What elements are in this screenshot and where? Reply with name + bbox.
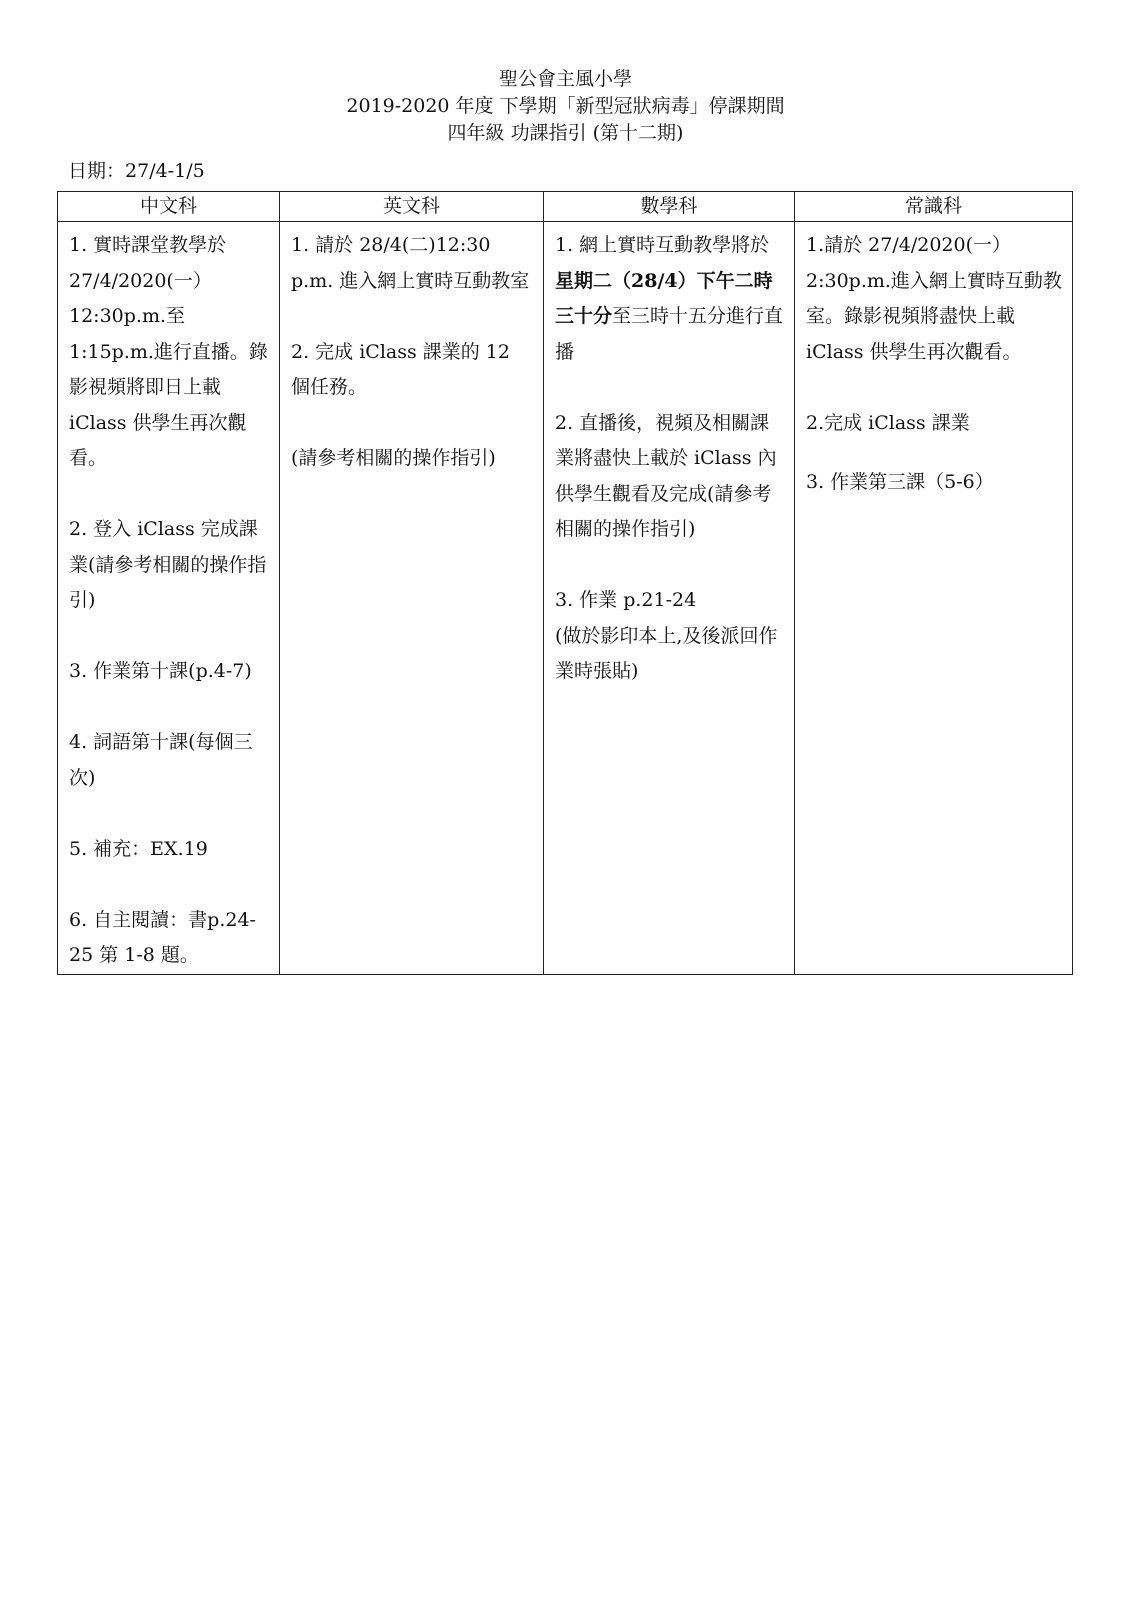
english-cell (280, 222, 544, 975)
chinese-item-1: 1. 實時課堂教學於27/4/2020(一）12:30p.m.至 1:15p.m.進行直播。錄影視頻將即日上載 iClass 供學生再次觀看。 (69, 234, 268, 469)
english-item-1: 1. 請於 28/4(二)12:30 p.m. 進入網上實時互動教室 (291, 234, 530, 292)
column-header-english: 英文科 (280, 192, 544, 222)
english-item-2: 2. 完成 iClass 課業的 12 個任務。 (291, 340, 510, 398)
math-cell (544, 222, 795, 975)
math-item-1-end: 至三時十五分進行直播 (555, 305, 784, 363)
chinese-item-4: 4. 詞語第十課(每個三次) (69, 731, 253, 789)
date-line (68, 158, 205, 184)
column-header-math: 數學科 (544, 192, 795, 222)
chinese-cell (58, 222, 280, 975)
math-item-1 (555, 228, 786, 370)
document-heading (0, 66, 1131, 147)
math-item-1-schedule: 星期二（28/4）下午二時三十分 (555, 269, 773, 327)
school-name: 聖公會主風小學 (498, 68, 632, 90)
general-item-2: 2.完成 iClass 課業 (806, 411, 970, 434)
table-header-row (58, 192, 1073, 222)
term-title: 2019-2020 年度 下學期「新型冠狀病毒」停課期間 (346, 95, 785, 117)
homework-table (57, 191, 1073, 975)
column-header-general-studies: 常識科 (795, 192, 1073, 222)
column-header-chinese: 中文科 (58, 192, 280, 222)
math-item-3: 3. 作業 p.21-24 (555, 589, 697, 611)
english-item-3: (請參考相關的操作指引) (291, 447, 496, 469)
date-label: 日期： (68, 160, 126, 182)
chinese-item-5: 5. 補充：EX.19 (69, 837, 208, 860)
math-item-1-start: 1. 網上實時互動教學將於 (555, 234, 770, 256)
chinese-item-3: 3. 作業第十課(p.4-7) (69, 660, 252, 682)
chinese-item-6: 6. 自主閱讀：書p.24-25 第 1-8 題。 (69, 908, 256, 966)
math-item-3-note: (做於影印本上,及後派回作業時張貼) (555, 624, 778, 682)
general-studies-cell (795, 222, 1073, 975)
chinese-item-2: 2. 登入 iClass 完成課業(請參考相關的操作指引) (69, 518, 267, 611)
general-item-3: 3. 作業第三課（5-6） (806, 471, 994, 493)
document-title: 四年級 功課指引 (第十二期) (447, 122, 684, 144)
math-item-2: 2. 直播後，視頻及相關課業將盡快上載於 iClass 內供學生觀看及完成(請參考相關的操作指引) (555, 411, 777, 540)
general-item-1: 1.請於 27/4/2020(一）2:30p.m.進入網上實時互動教室。錄影視頻將盡快上載 iClass 供學生再次觀看。 (806, 234, 1062, 363)
date-value: 27/4-1/5 (125, 160, 205, 182)
table-row (58, 222, 1073, 975)
